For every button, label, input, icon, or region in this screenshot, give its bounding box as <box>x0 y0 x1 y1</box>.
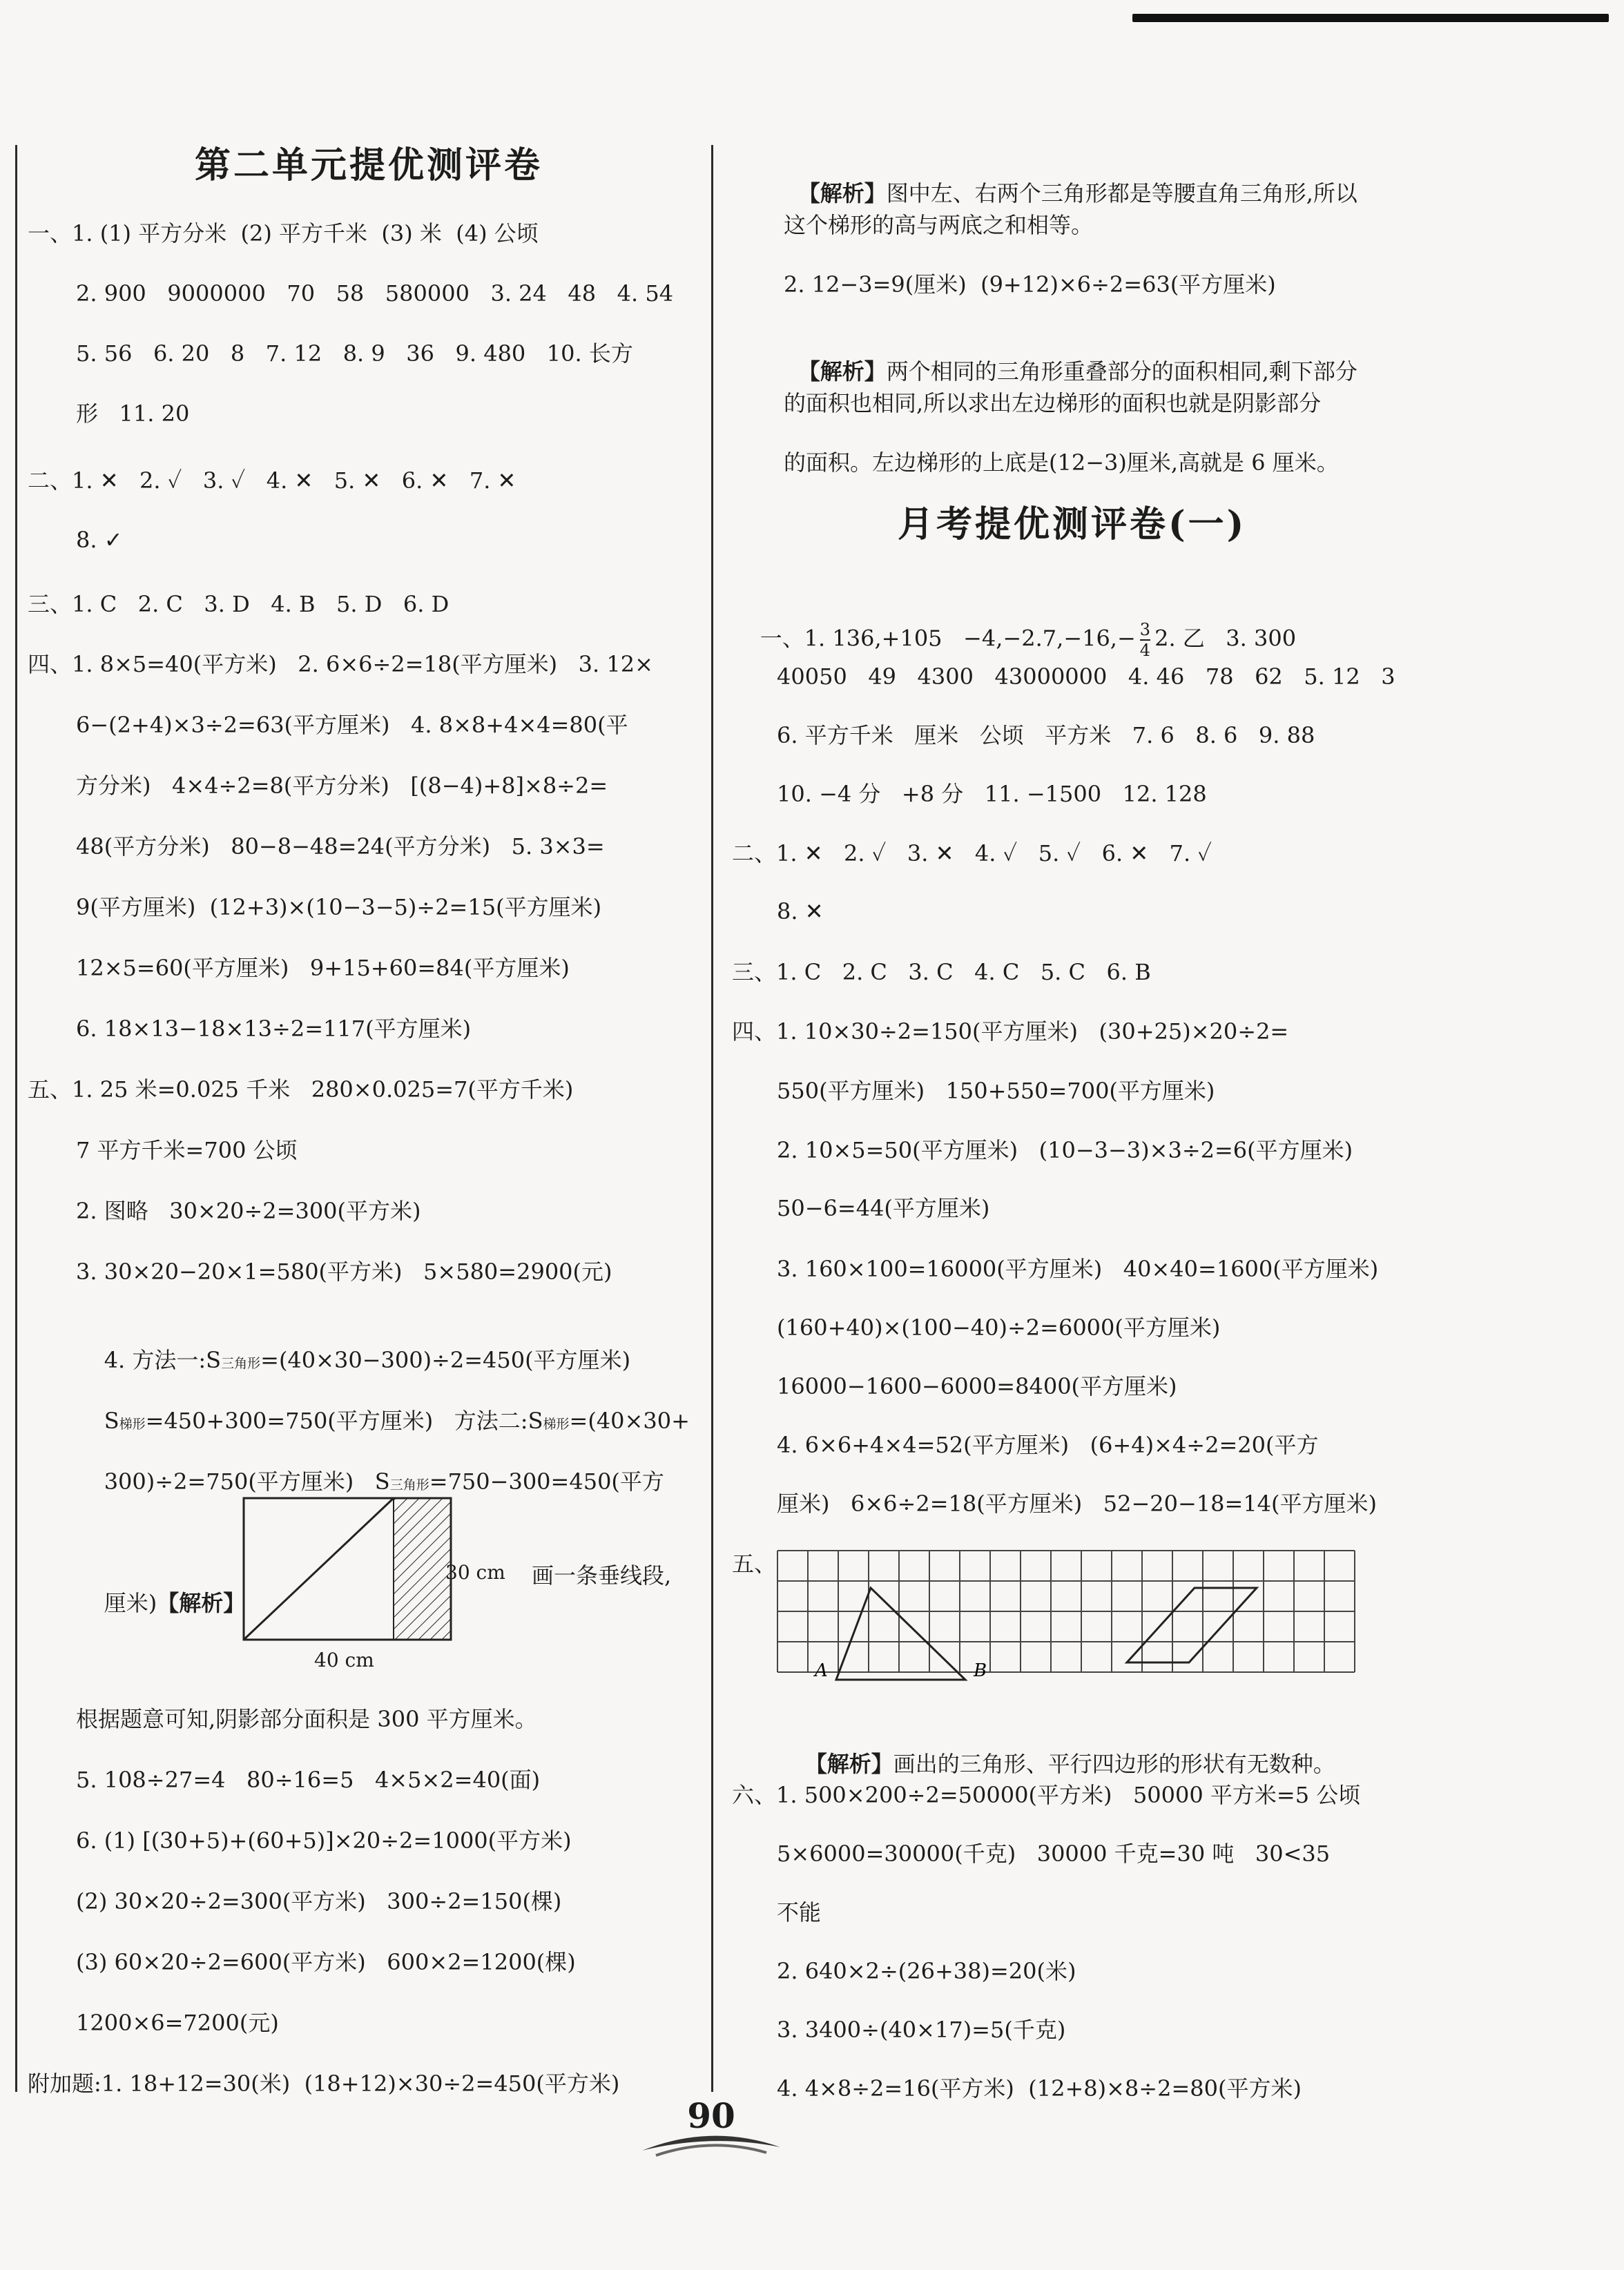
line: 三、1. C 2. C 3. C 4. C 5. C 6. B <box>732 959 1151 985</box>
analysis-label: 【解析】 <box>157 1590 246 1616</box>
figure-height-label: 30 cm <box>445 1561 505 1584</box>
line: 3. 160×100=16000(平方厘米) 40×40=1600(平方厘米) <box>777 1256 1379 1282</box>
subscript: 梯形 <box>543 1417 570 1432</box>
line: 根据题意可知,阴影部分面积是 300 平方厘米。 <box>76 1706 537 1732</box>
line: 10. −4 分 +8 分 11. −1500 12. 128 <box>777 781 1207 807</box>
analysis-label: 【解析】 <box>804 1751 893 1777</box>
line: 8. ✓ <box>76 527 123 553</box>
shaded-strip <box>394 1498 451 1640</box>
text-seg: 300)÷2=750(平方厘米) S <box>104 1468 390 1495</box>
line: 2. 900 9000000 70 58 580000 3. 24 48 4. 54 <box>76 280 674 307</box>
line: 2. 12−3=9(厘米) (9+12)×6÷2=63(平方厘米) <box>784 271 1276 298</box>
subscript: 梯形 <box>119 1417 146 1432</box>
grid-figure <box>772 1545 1366 1690</box>
line: 3. 30×20−20×1=580(平方米) 5×580=2900(元) <box>76 1259 612 1285</box>
triangle-shape <box>836 1588 965 1680</box>
line: 4. 6×6+4×4=52(平方厘米) (6+4)×4÷2=20(平方 <box>777 1432 1319 1458</box>
line: 方分米) 4×4÷2=8(平方分米) [(8−4)+8]×8÷2= <box>76 773 608 799</box>
line: 画一条垂线段, <box>532 1562 672 1589</box>
line: 六、1. 500×200÷2=50000(平方米) 50000 平方米=5 公顷 <box>732 1782 1361 1808</box>
line: 的面积也相同,所以求出左边梯形的面积也就是阴影部分 <box>784 390 1322 416</box>
line: 5×6000=30000(千克) 30000 千克=30 吨 30<35 <box>777 1841 1331 1867</box>
fraction <box>1140 620 1150 660</box>
line: 12×5=60(平方厘米) 9+15+60=84(平方厘米) <box>76 955 570 981</box>
grid-lines <box>777 1551 1355 1672</box>
line: 五、 <box>732 1551 777 1577</box>
rectangle-figure <box>238 1491 466 1664</box>
text-seg: 厘米) <box>104 1590 157 1616</box>
line: 四、1. 10×30÷2=150(平方厘米) (30+25)×20÷2= <box>732 1018 1289 1045</box>
line: 6. 平方千米 厘米 公顷 平方米 7. 6 8. 6 9. 88 <box>777 722 1315 748</box>
line: (160+40)×(100−40)÷2=6000(平方厘米) <box>777 1315 1221 1341</box>
line: 48(平方分米) 80−8−48=24(平方分米) 5. 3×3= <box>76 833 605 860</box>
left-title: 第二单元提优测评卷 <box>195 144 543 186</box>
line: 一、1. (1) 平方分米 (2) 平方千米 (3) 米 (4) 公顷 <box>28 220 539 246</box>
fraction-numerator: 3 <box>1139 620 1151 639</box>
line: 3. 3400÷(40×17)=5(千克) <box>777 2017 1066 2043</box>
text-seg: =(40×30+ <box>569 1408 690 1434</box>
figure-width-label: 40 cm <box>314 1649 374 1671</box>
line: 5. 56 6. 20 8 7. 12 8. 9 36 9. 480 10. 长方 <box>76 340 633 367</box>
line: 6−(2+4)×3÷2=63(平方厘米) 4. 8×8+4×4=80(平 <box>76 712 628 738</box>
diagonal-line <box>244 1498 394 1640</box>
line: 厘米) 6×6÷2=18(平方厘米) 52−20−18=14(平方厘米) <box>777 1491 1378 1517</box>
line: 2. 图略 30×20÷2=300(平方米) <box>76 1198 421 1224</box>
page-number-badge <box>663 2092 760 2147</box>
line: 2. 640×2÷(26+38)=20(米) <box>777 1958 1076 1984</box>
subscript: 三角形 <box>389 1477 429 1493</box>
line: 形 11. 20 <box>76 400 190 427</box>
right-title: 月考提优测评卷(一) <box>898 503 1247 545</box>
text-seg: =750−300=450(平方 <box>429 1468 664 1495</box>
line: 16000−1600−6000=8400(平方厘米) <box>777 1373 1177 1399</box>
line: (3) 60×20÷2=600(平方米) 600×2=1200(棵) <box>76 1949 576 1975</box>
line: 三、1. C 2. C 3. D 4. B 5. D 6. D <box>28 591 450 617</box>
text-seg: =(40×30−300)÷2=450(平方厘米) <box>260 1347 631 1373</box>
line: 二、1. ✕ 2. ✓ 3. ✓ 4. ✕ 5. ✕ 6. ✕ 7. ✕ <box>28 467 516 494</box>
text-seg: 两个相同的三角形重叠部分的面积相同,剩下部分 <box>886 358 1357 385</box>
line: 1200×6=7200(元) <box>76 2010 279 2036</box>
point-a-label: A <box>815 1660 828 1681</box>
line: 不能 <box>777 1899 822 1925</box>
line: 五、1. 25 米=0.025 千米 280×0.025=7(平方千米) <box>28 1076 574 1103</box>
line: 9(平方厘米) (12+3)×(10−3−5)÷2=15(平方厘米) <box>76 894 602 920</box>
parallelogram-shape <box>1127 1588 1257 1662</box>
point-b-label: B <box>974 1660 987 1681</box>
subscript: 三角形 <box>221 1356 261 1371</box>
left-margin-rule <box>15 145 17 2092</box>
line: 四、1. 8×5=40(平方米) 2. 6×6÷2=18(平方厘米) 3. 12× <box>28 651 653 677</box>
line: 7 平方千米=700 公顷 <box>76 1137 298 1163</box>
line: (2) 30×20÷2=300(平方米) 300÷2=150(棵) <box>76 1888 562 1914</box>
text-seg: 2. 乙 3. 300 <box>1154 625 1297 652</box>
analysis-label: 【解析】 <box>798 358 887 385</box>
line: 40050 49 4300 43000000 4. 46 78 62 5. 12 3 <box>777 663 1395 690</box>
line: 4. 4×8÷2=16(平方米) (12+8)×8÷2=80(平方米) <box>777 2075 1302 2102</box>
line: 8. ✕ <box>777 898 824 924</box>
text-seg: 一、1. 136,+105 −4,−2.7,−16,− <box>760 625 1136 652</box>
text-seg: =450+300=750(平方厘米) 方法二:S <box>145 1408 543 1434</box>
analysis-label: 【解析】 <box>798 180 887 206</box>
column-divider <box>711 145 713 2092</box>
text-seg: S <box>104 1408 119 1434</box>
line: 这个梯形的高与两底之和相等。 <box>784 212 1094 238</box>
fraction-denominator: 4 <box>1139 641 1151 660</box>
text-seg: 画出的三角形、平行四边形的形状有无数种。 <box>893 1751 1335 1777</box>
line: 5. 108÷27=4 80÷16=5 4×5×2=40(面) <box>76 1767 541 1793</box>
text-seg: 4. 方法一:S <box>104 1347 222 1373</box>
line: 附加题:1. 18+12=30(米) (18+12)×30÷2=450(平方米) <box>28 2070 620 2097</box>
line: 50−6=44(平方厘米) <box>777 1195 990 1221</box>
line: 的面积。左边梯形的上底是(12−3)厘米,高就是 6 厘米。 <box>784 449 1339 476</box>
line <box>76 1562 245 1645</box>
line: 6. (1) [(30+5)+(60+5)]×20÷2=1000(平方米) <box>76 1827 572 1854</box>
top-rule <box>1132 14 1609 22</box>
line: 2. 10×5=50(平方厘米) (10−3−3)×3÷2=6(平方厘米) <box>777 1137 1353 1163</box>
line: 550(平方厘米) 150+550=700(平方厘米) <box>777 1078 1215 1104</box>
line: 二、1. ✕ 2. ✓ 3. ✕ 4. ✓ 5. ✓ 6. ✕ 7. ✓ <box>732 840 1212 866</box>
page-number: 90 <box>687 2095 735 2136</box>
text-seg: 图中左、右两个三角形都是等腰直角三角形,所以 <box>886 180 1357 206</box>
line: 6. 18×13−18×13÷2=117(平方厘米) <box>76 1016 472 1042</box>
